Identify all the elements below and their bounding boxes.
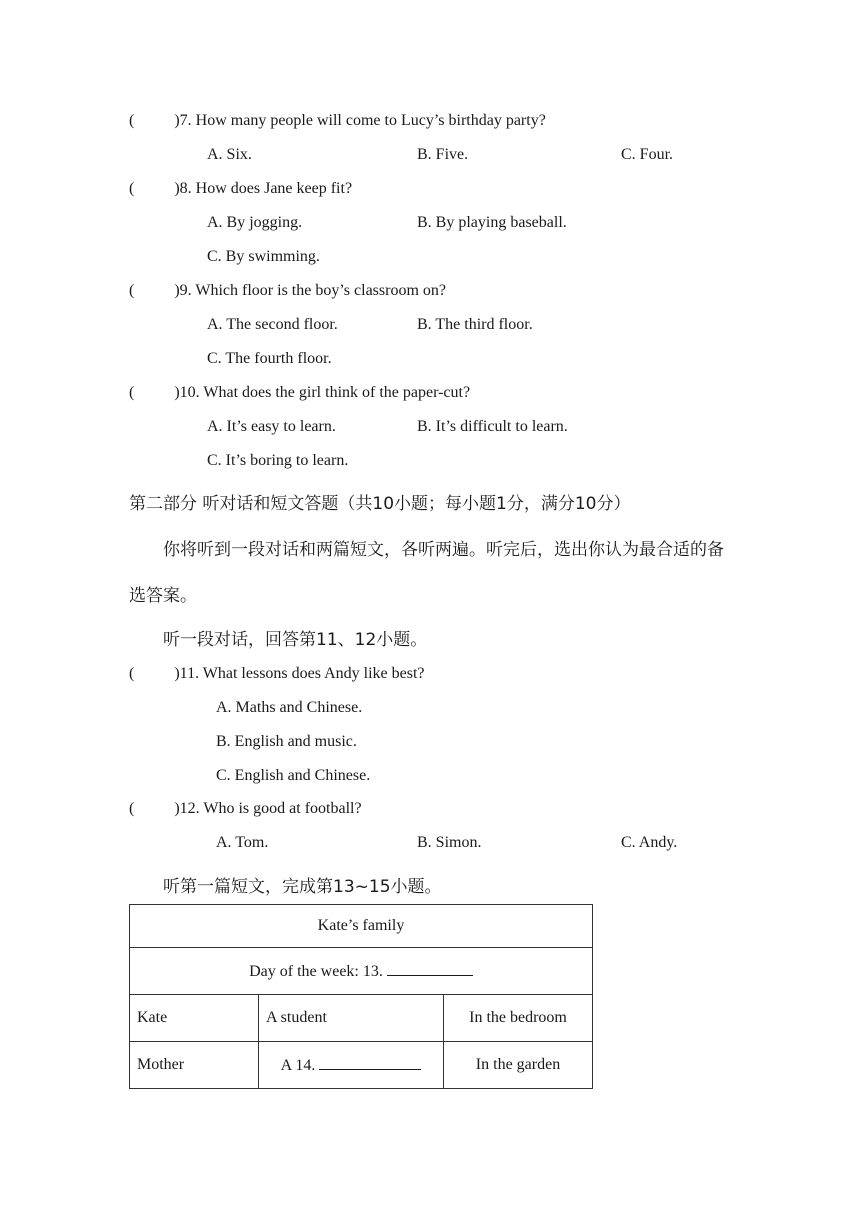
option-a[interactable]: A. The second floor.: [207, 316, 338, 333]
table-row: [130, 995, 593, 1042]
question-number: 8.: [179, 180, 192, 197]
kates-family-table: [129, 904, 593, 1089]
option-a[interactable]: A. By jogging.: [207, 214, 303, 231]
option-b[interactable]: B. Simon.: [417, 834, 482, 851]
role-cell: [259, 1042, 444, 1089]
option-b[interactable]: B. The third floor.: [417, 316, 533, 333]
question-text: How does Jane keep fit?: [195, 180, 353, 197]
role-label: A 14.: [280, 1057, 316, 1074]
question-text: What does the girl think of the paper-cut?: [203, 384, 471, 401]
option-b[interactable]: B. Five.: [417, 146, 469, 163]
question-8: [129, 180, 352, 198]
answer-blank-14[interactable]: [319, 1055, 421, 1070]
answer-bracket-close: ): [174, 282, 180, 299]
section-heading: 第二部分 听对话和短文答题（共10小题；每小题1分，满分10分）: [129, 494, 631, 514]
answer-blank-13[interactable]: [387, 961, 473, 976]
question-text: Who is good at football?: [203, 800, 362, 817]
question-text: Which floor is the boy’s classroom on?: [195, 282, 446, 299]
answer-bracket-close: ): [174, 800, 180, 817]
question-number: 11.: [179, 665, 200, 682]
option-b[interactable]: B. By playing baseball.: [417, 214, 567, 231]
question-number: 12.: [179, 800, 200, 817]
question-12: [129, 800, 362, 818]
question-7: [129, 112, 546, 130]
answer-bracket-close: ): [174, 180, 180, 197]
role-cell: A student: [259, 995, 444, 1042]
instruction-text-continued: 选答案。: [129, 586, 197, 606]
answer-bracket-close: ): [174, 665, 180, 682]
option-b[interactable]: B. English and music.: [216, 733, 357, 750]
question-9: [129, 282, 446, 300]
day-of-week-cell: [130, 948, 593, 995]
option-a[interactable]: A. It’s easy to learn.: [207, 418, 336, 435]
option-c[interactable]: C. English and Chinese.: [216, 767, 371, 784]
question-text: How many people will come to Lucy’s birthday party?: [195, 112, 546, 129]
instruction-text: 你将听到一段对话和两篇短文，各听两遍。听完后，选出你认为最合适的备: [163, 540, 724, 560]
answer-bracket-close: ): [174, 384, 180, 401]
day-label: Day of the week: 13.: [249, 963, 383, 980]
answer-bracket-open: (: [129, 282, 135, 299]
option-b[interactable]: B. It’s difficult to learn.: [417, 418, 568, 435]
table-title: Kate’s family: [130, 905, 593, 948]
answer-bracket-open: (: [129, 665, 135, 682]
question-number: 10.: [179, 384, 200, 401]
answer-bracket-close: ): [174, 112, 180, 129]
option-c[interactable]: C. Andy.: [621, 834, 678, 851]
dialogue-note: 听一段对话，回答第11、12小题。: [163, 630, 428, 650]
question-number: 9.: [179, 282, 192, 299]
answer-bracket-open: (: [129, 800, 135, 817]
option-c[interactable]: C. The fourth floor.: [207, 350, 332, 367]
question-number: 7.: [179, 112, 192, 129]
answer-bracket-open: (: [129, 112, 135, 129]
passage-note: 听第一篇短文，完成第13~15小题。: [163, 877, 442, 897]
table-row: [130, 1042, 593, 1089]
answer-bracket-open: (: [129, 384, 135, 401]
option-a[interactable]: A. Tom.: [216, 834, 269, 851]
place-cell: In the bedroom: [444, 995, 593, 1042]
person-cell: Mother: [130, 1042, 259, 1089]
question-11: [129, 665, 425, 683]
option-c[interactable]: C. It’s boring to learn.: [207, 452, 349, 469]
person-cell: Kate: [130, 995, 259, 1042]
option-c[interactable]: C. By swimming.: [207, 248, 320, 265]
option-a[interactable]: A. Maths and Chinese.: [216, 699, 363, 716]
question-10: [129, 384, 470, 402]
option-a[interactable]: A. Six.: [207, 146, 252, 163]
place-cell: In the garden: [444, 1042, 593, 1089]
option-c[interactable]: C. Four.: [621, 146, 674, 163]
question-text: What lessons does Andy like best?: [202, 665, 425, 682]
answer-bracket-open: (: [129, 180, 135, 197]
